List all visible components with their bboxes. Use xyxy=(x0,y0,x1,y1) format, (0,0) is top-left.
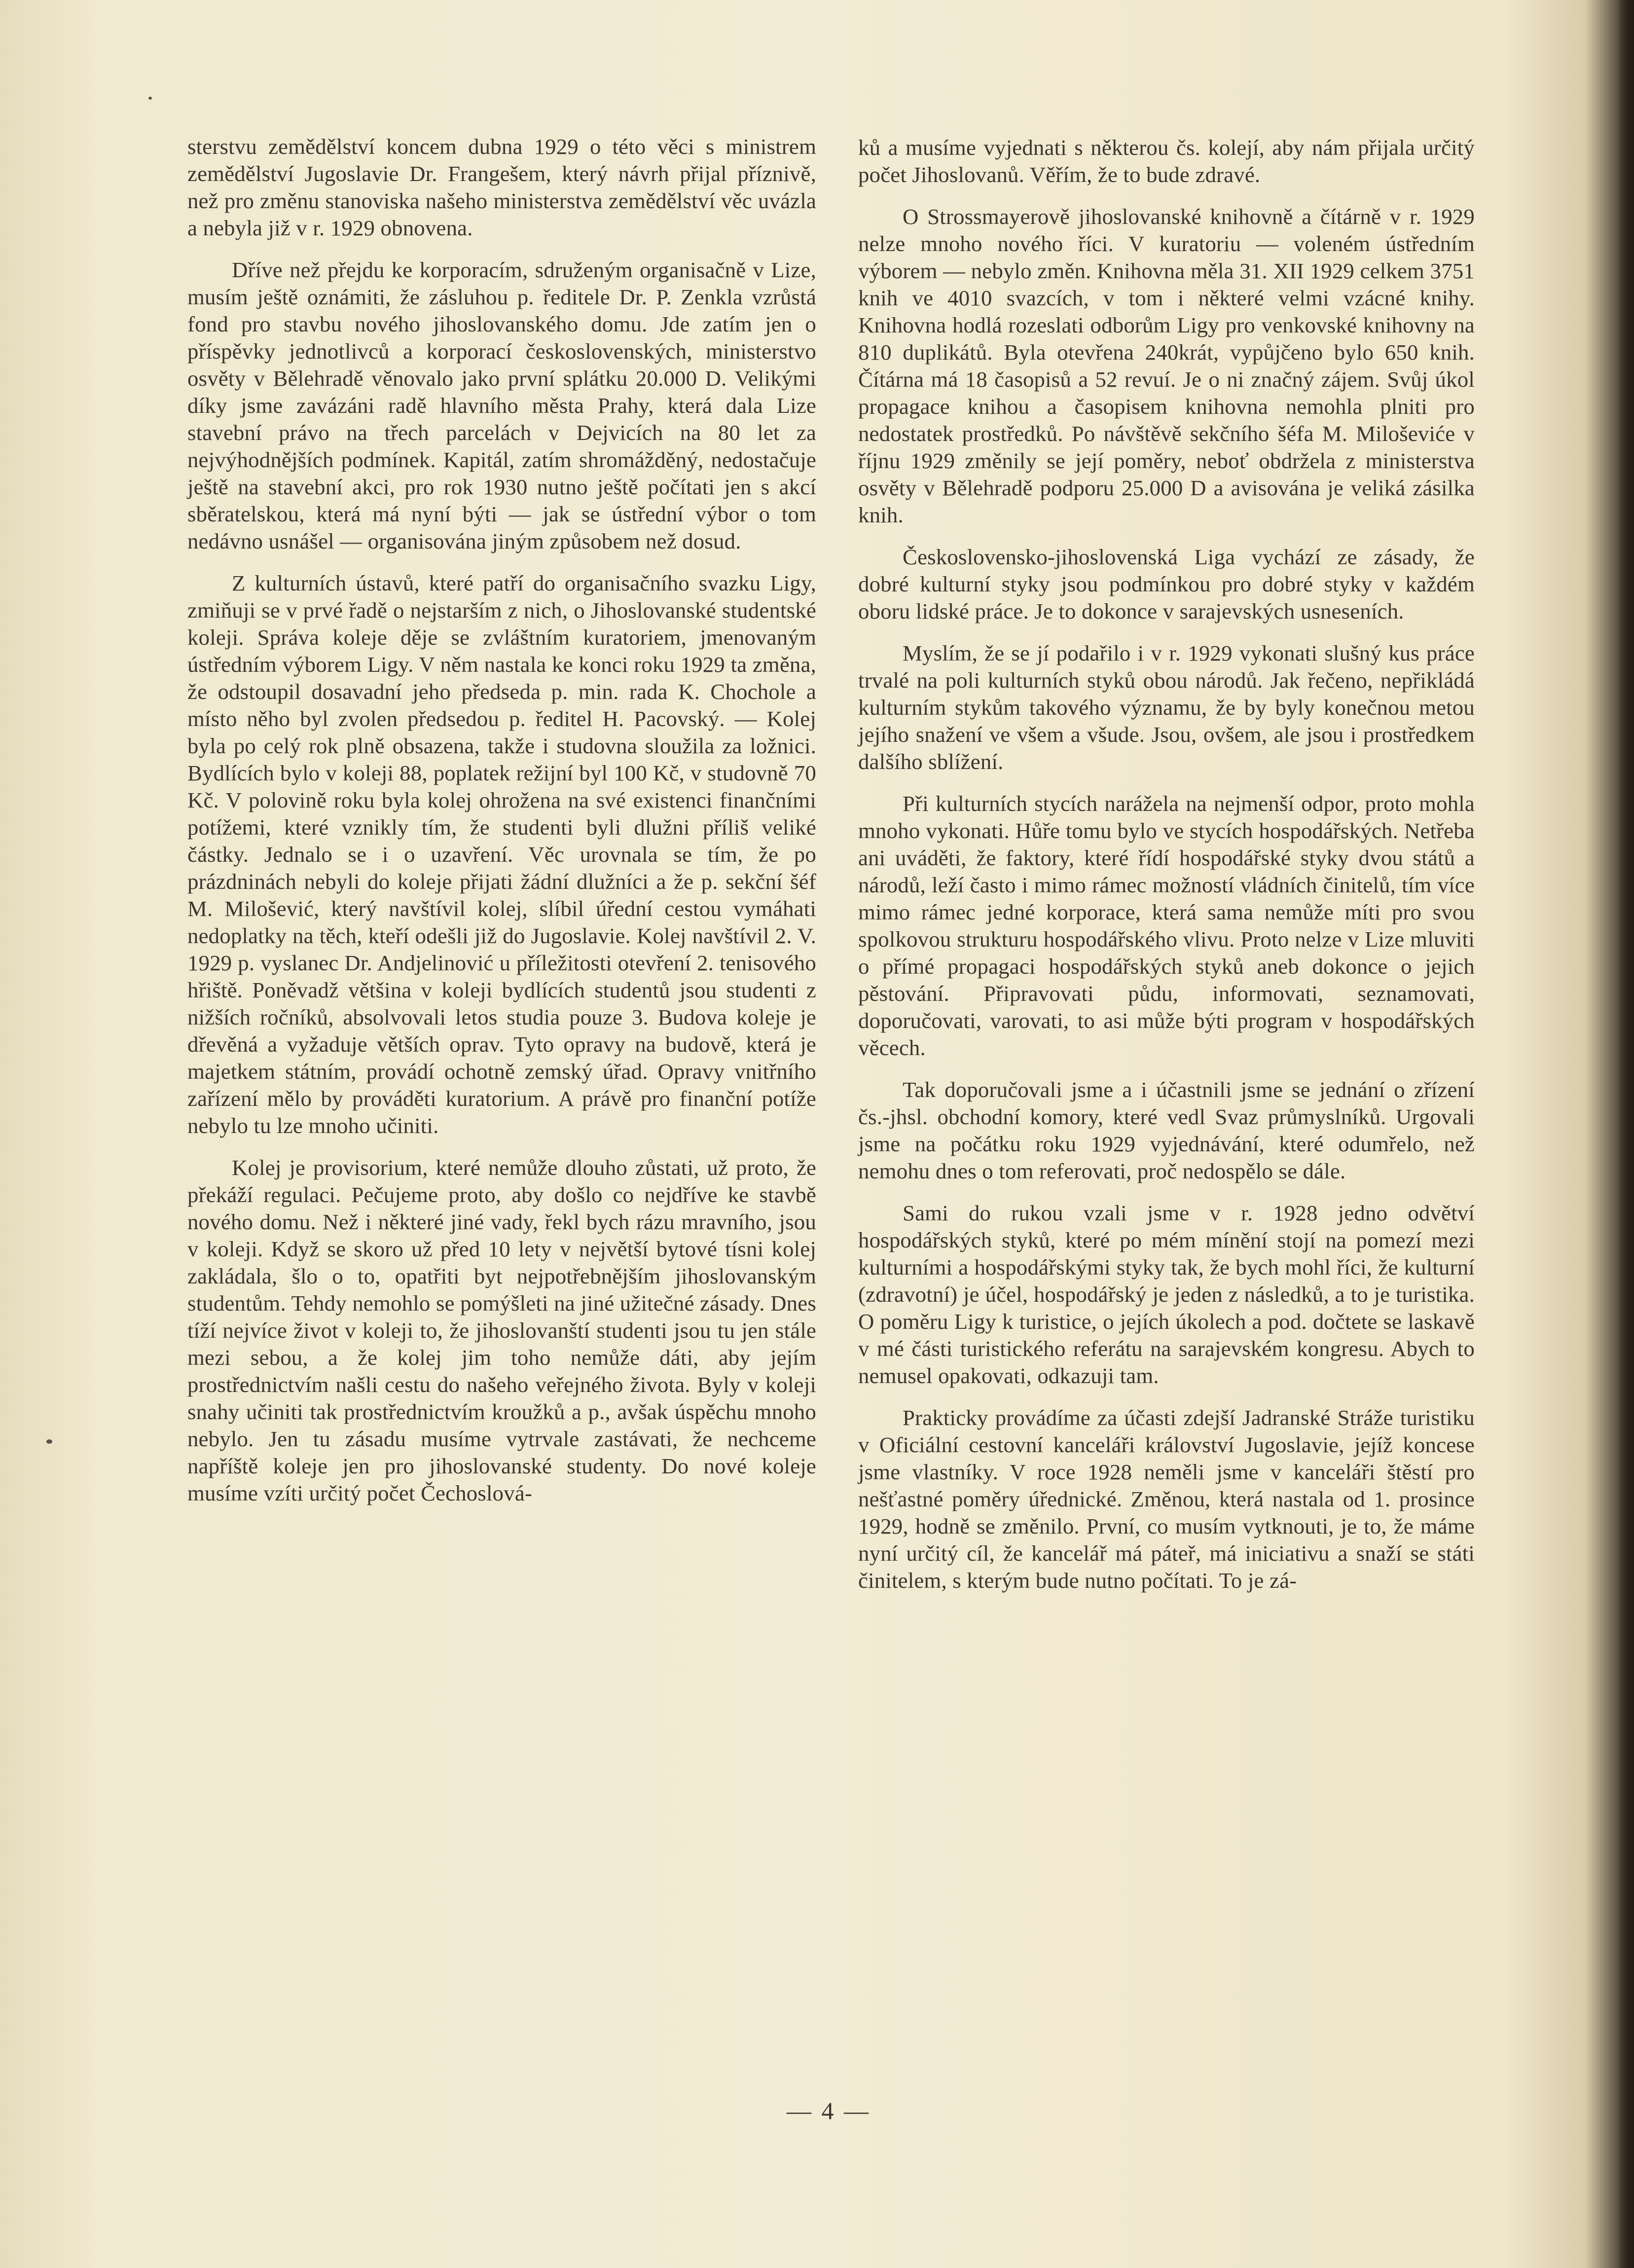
ink-speck xyxy=(148,97,152,100)
left-column xyxy=(187,133,816,1522)
paragraph: Československo-jihoslovenská Liga vychází ze zásady, že dobré kulturní styky jsou podmínkou pro dobré styky v každém oboru lidské práce. Je to dokonce v sarajevských usneseních. xyxy=(858,545,1475,623)
paragraph: Tak doporučovali jsme a i účastnili jsme se jednání o zřízení čs.-jhsl. obchodní komory, které vedl Svaz průmyslníků. Urgovali jsme na počátku roku 1929 vyjednávání, které odumřelo, než nemohu dnes o tom referovati, proč nedospělo se dále. xyxy=(858,1077,1475,1183)
paragraph: Dříve než přejdu ke korporacím, sdruženým organisačně v Lize, musím ještě oznámiti, že zásluhou p. ředitele Dr. P. Zenkla vzrůstá fond pro stavbu nového jihoslovanského domu. Jde zatím jen o příspěvky jednotlivců a korporací československých, ministerstvo osvěty v Bělehradě věnovalo jako první splátku 20.000 D. Velikými díky jsme zavázáni radě hlavního města Prahy, která dala Lize stavební právo na třech parcelách v Dejvicích na 80 let za nejvýhodnějších podmínek. Kapitál, zatím shromážděný, nedostačuje ještě na stavební akci, pro rok 1930 nutno ještě počítati jen s akcí sběratelskou, která má nyní býti — jak se ústřední výbor o tom nedávno usnášel — organisována jiným způsobem než dosud. xyxy=(187,257,816,553)
right-column xyxy=(858,134,1475,1609)
paragraph: Prakticky provádíme za účasti zdejší Jadranské Stráže turistiku v Oficiální cestovní kanceláři království Jugoslavie, jejíž koncese jsme vlastníky. V roce 1928 neměli jsme v kanceláři štěstí pro nešťastné poměry úřednické. Změnou, která nastala od 1. prosince 1929, hodně se změnilo. První, co musím vytknouti, je to, že máme nyní určitý cíl, že kancelář má páteř, má iniciativu a snaží se státi činitelem, s kterým bude nutno počítati. To je zá- xyxy=(858,1405,1475,1593)
paragraph: ků a musíme vyjednati s některou čs. kolejí, aby nám přijala určitý počet Jihoslovanů. Věřím, že to bude zdravé. xyxy=(858,135,1475,187)
page-number: — 4 — xyxy=(787,2097,871,2124)
paragraph: O Strossmayerově jihoslovanské knihovně a čítárně v r. 1929 nelze mnoho nového říci. V kuratoriu — voleném ústředním výborem — nebylo změn. Knihovna měla 31. XII 1929 celkem 3751 knih ve 4010 svazcích, v tom i některé velmi vzácné knihy. Knihovna hodlá rozeslati odborům Ligy pro venkovské knihovny na 810 duplikátů. Byla otevřena 240krát, vypůjčeno bylo 650 knih. Čítárna má 18 časopisů a 52 revuí. Je o ni značný zájem. Svůj úkol propagace knihou a časopisem knihovna nemohla plniti pro nedostatek prostředků. Po návštěvě sekčního šéfa M. Miloševiće v říjnu 1929 změnily se její poměry, neboť obdržela z ministerstva osvěty v Bělehradě podporu 25.000 D a avisována je veliká zásilka knih. xyxy=(858,204,1475,527)
paragraph: Kolej je provisorium, které nemůže dlouho zůstati, už proto, že překáží regulaci. Pečujeme proto, aby došlo co nejdříve ke stavbě nového domu. Než i některé jiné vady, řekl bych rázu mravního, jsou v koleji. Když se skoro už před 10 lety v největší bytové tísni kolej zakládala, šlo o to, opatřiti byt nejpotřebnějším jihoslovanským studentům. Tehdy nemohlo se pomýšleti na jiné užitečné zásady. Dnes tíží nejvíce život v koleji to, že jihoslovanští studenti jsou tu jen stále mezi sebou, a že kolej jim toho nemůže dáti, aby jejím prostřednictvím našli cestu do našeho veřejného života. Byly v koleji snahy učiniti tak prostřednictvím kroužků a p., avšak úspěchu mnoho nebylo. Jen tu zásadu musíme vytrvale zastávati, že nechceme napříště koleje jen pro jihoslovanské studenty. Do nové koleje musíme vzíti určitý počet Čechoslová- xyxy=(187,1155,816,1505)
paragraph: Z kulturních ústavů, které patří do organisačního svazku Ligy, zmiňuji se v prvé řadě o nejstarším z nich, o Jihoslovanské studentské koleji. Správa koleje děje se zvláštním kuratoriem, jmenovaným ústředním výborem Ligy. V něm nastala ke konci roku 1929 ta změna, že odstoupil dosavadní jeho předseda p. min. rada K. Chochole a místo něho byl zvolen předsedou p. ředitel H. Pacovský. — Kolej byla po celý rok plně obsazena, takže i studovna sloužila za ložnici. Bydlících bylo v koleji 88, poplatek režijní byl 100 Kč, v studovně 70 Kč. V polovině roku byla kolej ohrožena na své existenci finančními potížemi, které vznikly tím, že studenti byli dlužni příliš veliké částky. Jednalo se i o uzavření. Věc urovnala se tím, že po prázdninách nebyli do koleje přijati žádní dlužníci a že p. sekční šéf M. Milošević, který navštívil kolej, slíbil úřední cestou vymáhati nedoplatky na těch, kteří odešli již do Jugoslavie. Kolej navštívil 2. V. 1929 p. vyslanec Dr. Andjelinović u příležitosti otevření 2. tenisového hřiště. Poněvadž většina v koleji bydlících studentů jsou studenti z nižších ročníků, absolvovali letos studia pouze 3. Budova koleje je dřevěná a vyžaduje větších oprav. Tyto opravy na budově, která je majetkem státním, provádí ochotně zemský úřad. Opravy vnitřního zařízení mělo by prováděti kuratorium. A právě pro finanční potíže nebylo tu lze mnoho učiniti. xyxy=(187,571,816,1138)
paragraph: Myslím, že se jí podařilo i v r. 1929 vykonati slušný kus práce trvalé na poli kulturních styků obou národů. Jak řečeno, nepřikládá kulturním stykům takového významu, že by byly konečnou metou jejího snažení ve všem a všude. Jsou, ovšem, ale jsou i prostředkem dalšího sblížení. xyxy=(858,641,1475,774)
paragraph: sterstvu zemědělství koncem dubna 1929 o této věci s ministrem zemědělství Jugoslavie Dr. Frangešem, který návrh přijal příznivě, než pro změnu stanoviska našeho ministerstva zemědělství věc uvázla a nebyla již v r. 1929 obnovena. xyxy=(187,134,816,240)
ink-speck xyxy=(46,1439,52,1444)
binding-edge-shadow xyxy=(1617,0,1634,2268)
paragraph: Sami do rukou vzali jsme v r. 1928 jedno odvětví hospodářských styků, které po mém mínění stojí na pomezí mezi kulturními a hospodářskými styky tak, že bych mohl říci, že kulturní (zdravotní) je účel, hospodářský je jeden z následků, a to je turistika. O poměru Ligy k turistice, o jejích úkolech a pod. dočtete se laskavě v mé části turistického referátu na sarajevském kongresu. Abych to nemusel opakovati, odkazuji tam. xyxy=(858,1201,1475,1388)
paragraph: Při kulturních stycích narážela na nejmenší odpor, proto mohla mnoho vykonati. Hůře tomu bylo ve stycích hospodářských. Netřeba ani uváděti, že faktory, které řídí hospodářské styky dvou států a národů, leží často i mimo rámec možností vládních činitelů, tím více mimo rámec jedné korporace, která sama nemůže míti pro svou spolkovou strukturu hospodářského vlivu. Proto nelze v Lize mluviti o přímé propagaci hospodářských styků aneb dokonce o jejich pěstování. Připravovati půdu, informovati, seznamovati, doporučovati, varovati, to asi může býti program v hospodářských věcech. xyxy=(858,791,1475,1060)
